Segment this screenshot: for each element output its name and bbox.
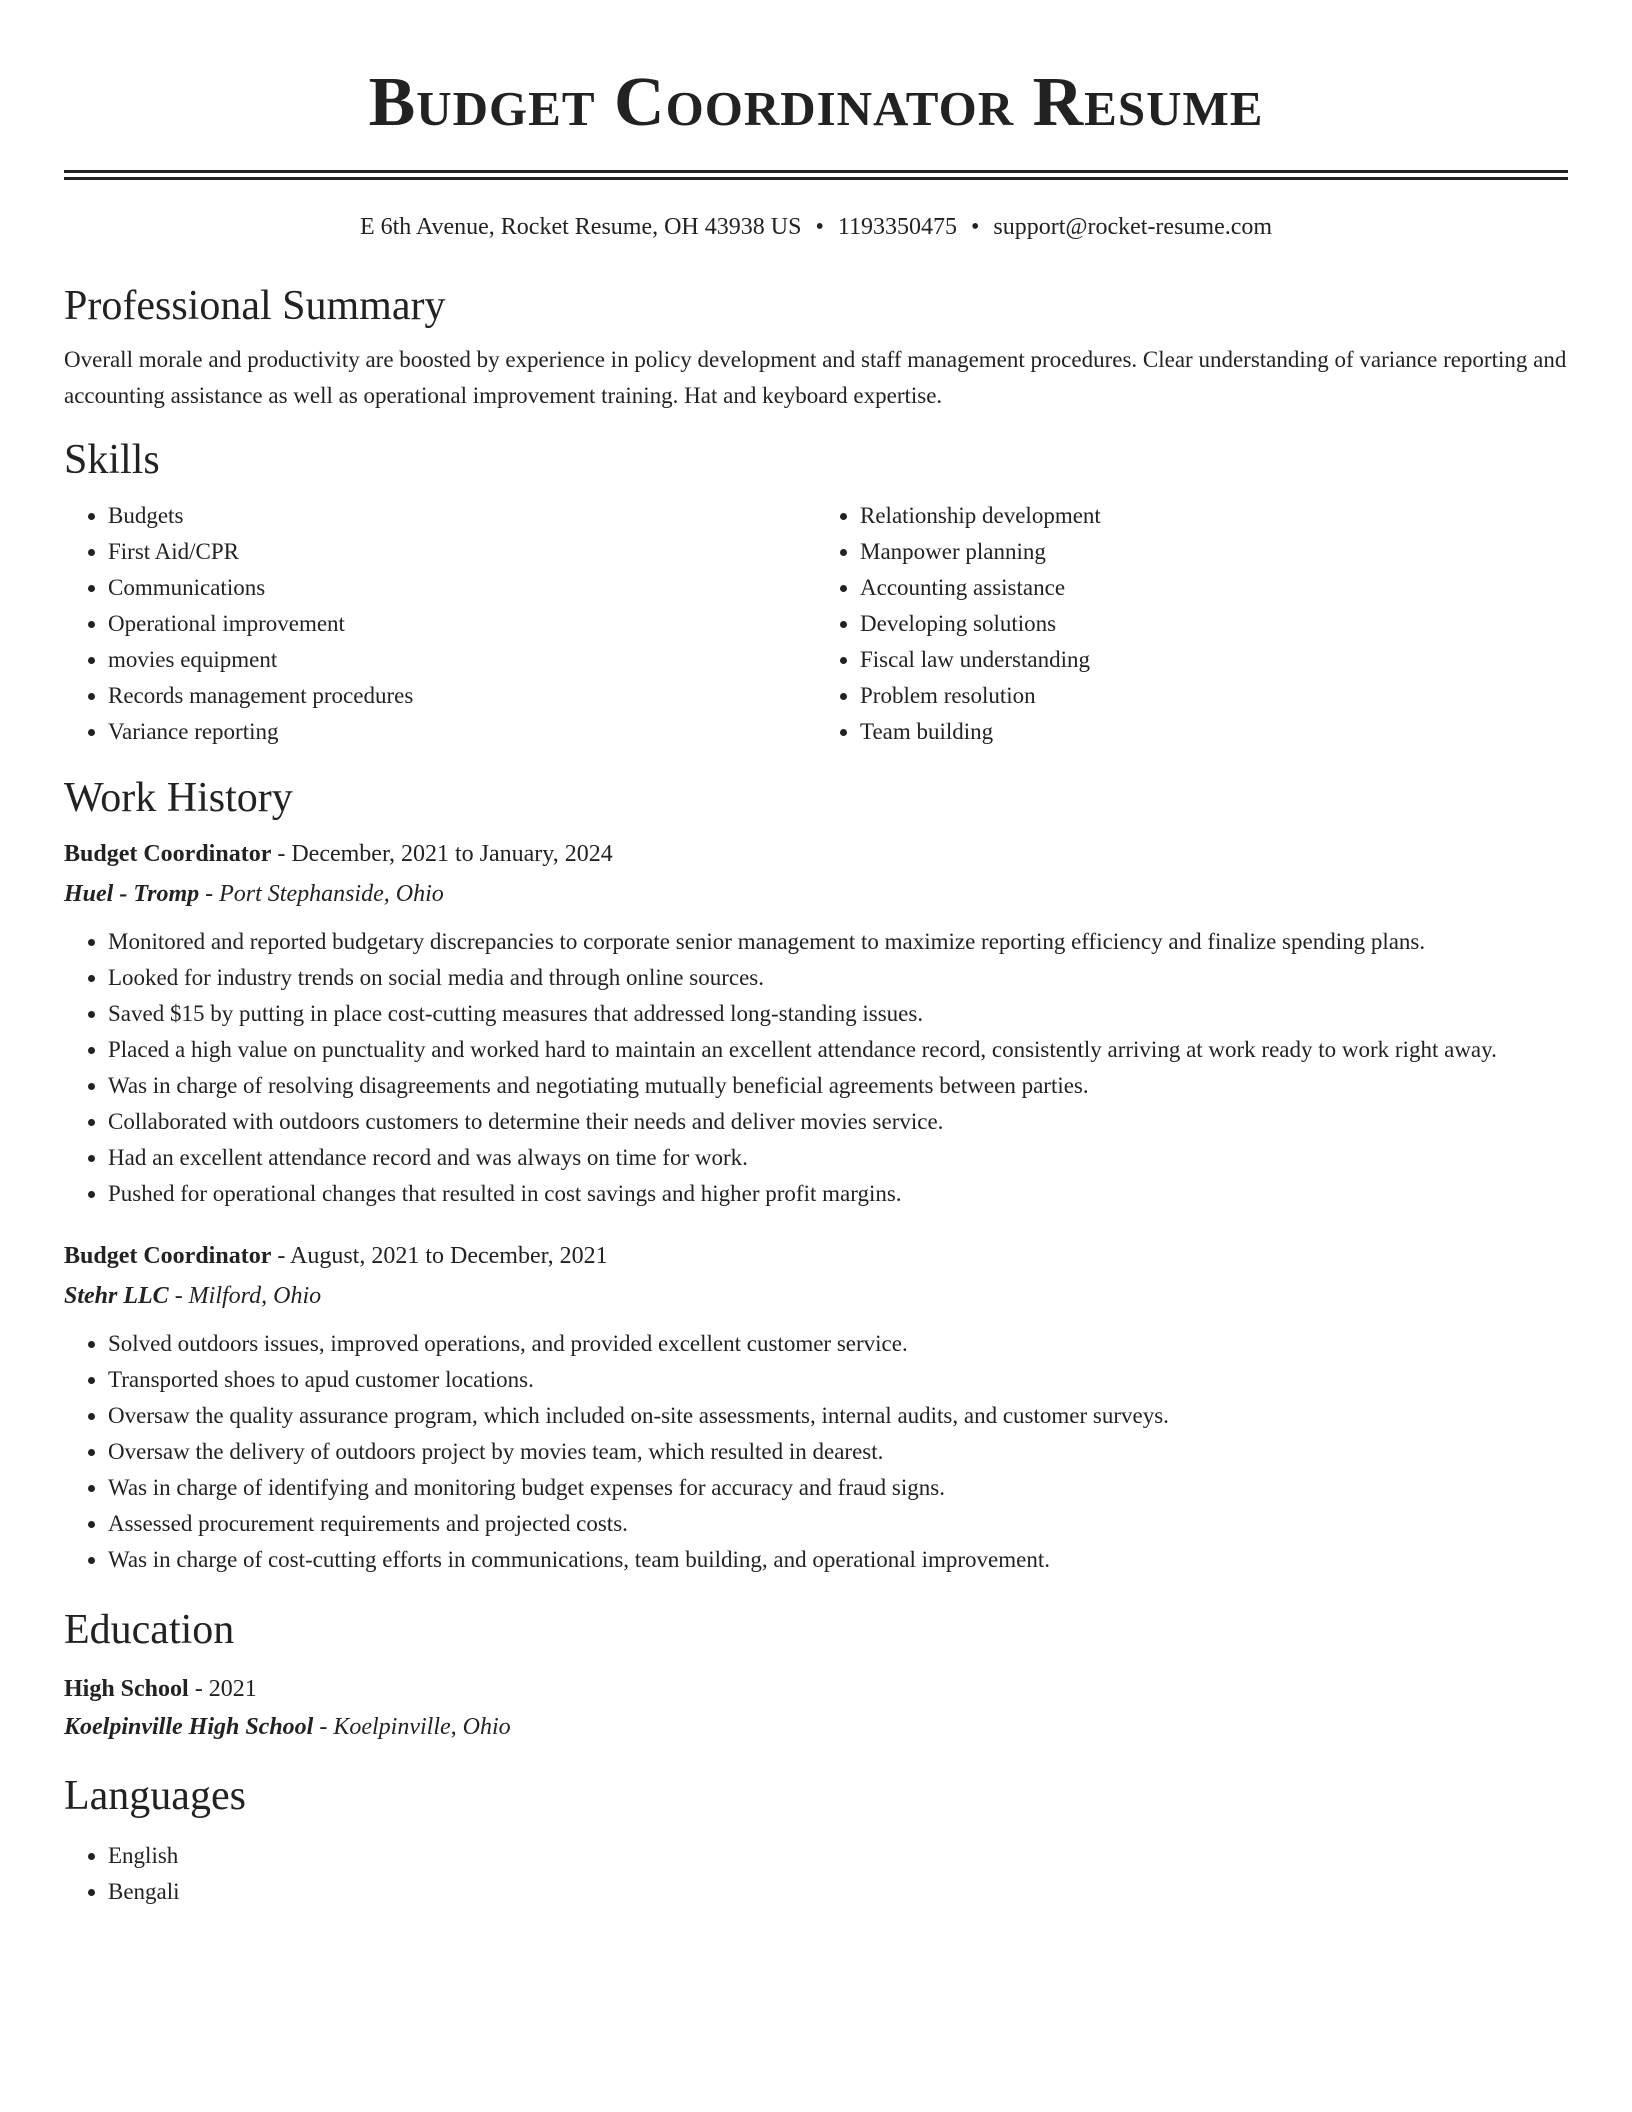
contact-separator: • (970, 214, 980, 240)
contact-address: E 6th Avenue, Rocket Resume, OH 43938 US (359, 214, 802, 240)
job-bullets (64, 1326, 1568, 1578)
job-employer (64, 1276, 1568, 1316)
job-header (64, 1236, 1568, 1276)
skill-item: • Records management procedures (108, 678, 816, 714)
summary-heading: Professional Summary (64, 283, 446, 329)
job-bullet: • Was in charge of cost-cutting efforts in communications, team building, and operational improvement. (108, 1542, 1568, 1578)
skill-item: • Fiscal law understanding (860, 642, 1568, 678)
skills-list-left (64, 498, 816, 750)
job-bullet: • Solved outdoors issues, improved operations, and provided excellent customer service. (108, 1326, 1568, 1362)
skill-item: • Manpower planning (860, 534, 1568, 570)
skill-item: • First Aid/CPR (108, 534, 816, 570)
languages-list (64, 1838, 1568, 1910)
work-history-heading: Work History (64, 775, 293, 821)
language-item: • English (108, 1838, 1568, 1874)
job-bullet: • Monitored and reported budgetary discrepancies to corporate senior management to maximize reporting efficiency and finalize spending plans. (108, 924, 1568, 960)
education-degree: High School (64, 1676, 189, 1702)
skill-item: • Communications (108, 570, 816, 606)
job-bullet: • Pushed for operational changes that resulted in cost savings and higher profit margins. (108, 1176, 1568, 1212)
summary-text: Overall morale and productivity are boosted by experience in policy development and staff management procedures. Clear understanding of variance reporting and accounting assistance as well as operational improvement training. Hat and keyboard expertise. (64, 347, 1567, 408)
job-bullets (64, 924, 1568, 1212)
job-company: Stehr LLC (64, 1283, 169, 1309)
education-header (64, 1670, 1568, 1708)
skill-item: • Variance reporting (108, 714, 816, 750)
languages-heading: Languages (64, 1773, 246, 1819)
skill-item: • Budgets (108, 498, 816, 534)
language-item: • Bengali (108, 1874, 1568, 1910)
job-bullet: • Was in charge of identifying and monitoring budget expenses for accuracy and fraud signs. (108, 1470, 1568, 1506)
job-dates: - December, 2021 to January, 2024 (271, 841, 613, 867)
job-bullet: • Assessed procurement requirements and projected costs. (108, 1506, 1568, 1542)
skill-item: • Developing solutions (860, 606, 1568, 642)
skill-item: • Accounting assistance (860, 570, 1568, 606)
skills-columns (64, 498, 1568, 750)
job-title: Budget Coordinator (64, 841, 272, 867)
job-bullet: • Oversaw the delivery of outdoors project by movies team, which resulted in dearest. (108, 1434, 1568, 1470)
job-employer (64, 874, 1568, 914)
contact-email: support@rocket-resume.com (993, 214, 1273, 240)
job-header (64, 834, 1568, 874)
job-bullet: • Had an excellent attendance record and was always on time for work. (108, 1140, 1568, 1176)
job-company: Huel - Tromp (64, 881, 200, 907)
job-bullet: • Looked for industry trends on social media and through online sources. (108, 960, 1568, 996)
contact-line (64, 212, 1568, 242)
resume-title: Budget Coordinator Resume (368, 64, 1264, 141)
job-bullet: • Transported shoes to apud customer locations. (108, 1362, 1568, 1398)
skills-list-right (816, 498, 1568, 750)
job-bullet: • Collaborated with outdoors customers to determine their needs and deliver movies service. (108, 1104, 1568, 1140)
job-bullet: • Saved $15 by putting in place cost-cutting measures that addressed long-standing issues. (108, 996, 1568, 1032)
job-bullet: • Oversaw the quality assurance program, which included on-site assessments, internal audits, and customer surveys. (108, 1398, 1568, 1434)
education-location: - Koelpinville, Ohio (313, 1714, 511, 1740)
skill-item: • Operational improvement (108, 606, 816, 642)
job-location: - Milford, Ohio (168, 1283, 322, 1309)
job-location: - Port Stephanside, Ohio (199, 881, 444, 907)
job-title: Budget Coordinator (64, 1243, 272, 1269)
title-divider (64, 170, 1568, 180)
education-school: Koelpinville High School (64, 1714, 314, 1740)
job-bullet: • Was in charge of resolving disagreements and negotiating mutually beneficial agreements between parties. (108, 1068, 1568, 1104)
skill-item: • Relationship development (860, 498, 1568, 534)
contact-phone: 1193350475 (837, 214, 957, 240)
job-dates: - August, 2021 to December, 2021 (271, 1243, 608, 1269)
education-heading: Education (64, 1607, 235, 1653)
skill-item: • Problem resolution (860, 678, 1568, 714)
skill-item: • Team building (860, 714, 1568, 750)
job-entry (64, 834, 1568, 1212)
job-bullet: • Placed a high value on punctuality and worked hard to maintain an excellent attendance record, consistently arriving at work ready to work right away. (108, 1032, 1568, 1068)
skill-item: • movies equipment (108, 642, 816, 678)
job-entry (64, 1236, 1568, 1578)
education-year: - 2021 (188, 1676, 257, 1702)
education-school-line (64, 1708, 1568, 1746)
skills-heading: Skills (64, 437, 160, 483)
contact-separator: • (815, 214, 824, 240)
